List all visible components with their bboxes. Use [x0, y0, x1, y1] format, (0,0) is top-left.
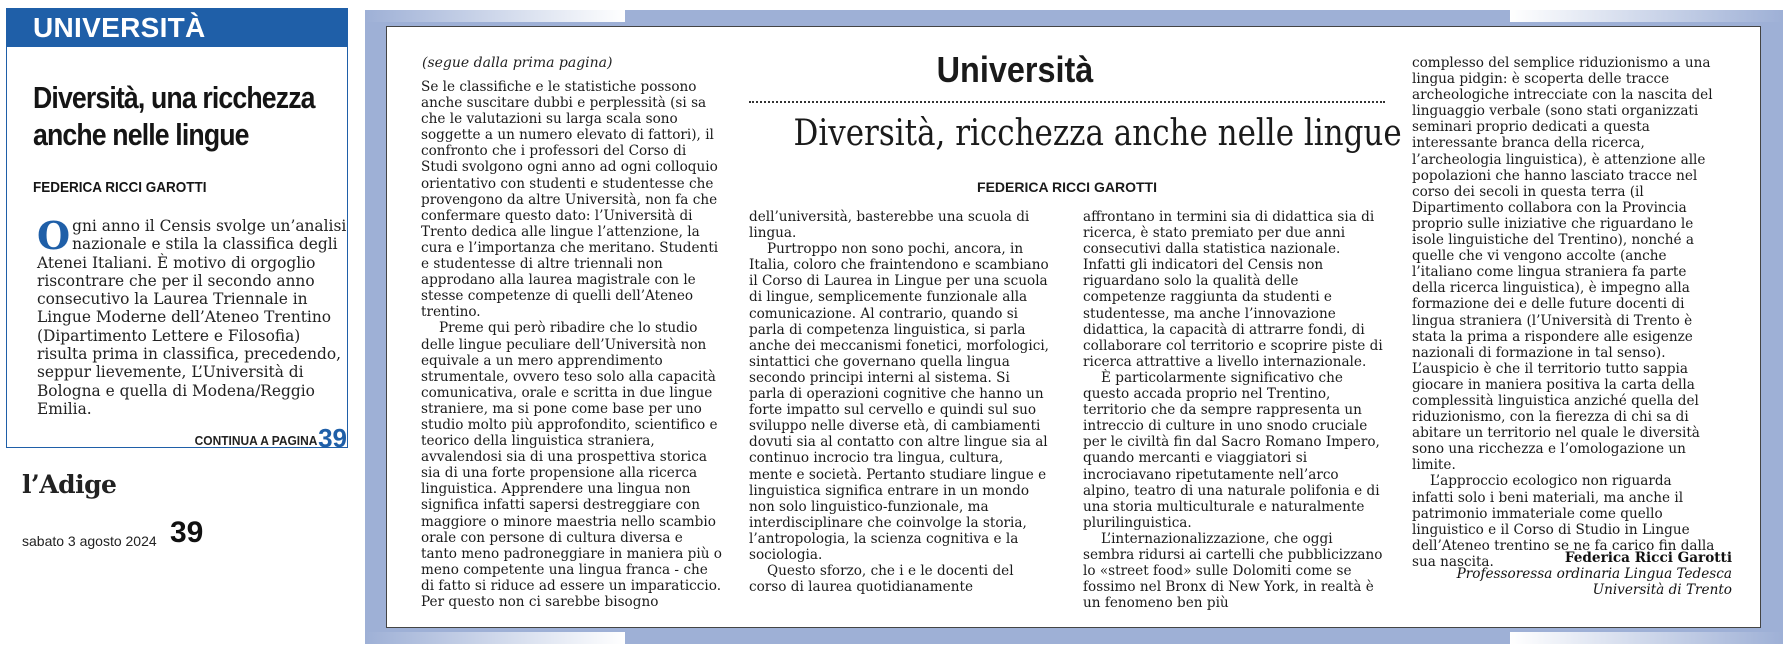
signature-affiliation: Università di Trento: [1592, 582, 1732, 599]
issue-date: sabato 3 agosto 2024: [22, 533, 157, 549]
front-page-teaser: [6, 8, 348, 453]
dotted-divider: [749, 101, 1385, 103]
frame-fade-top-right: [1510, 10, 1783, 22]
article-column-4: [1412, 55, 1717, 570]
teaser-dropcap: O: [37, 213, 71, 258]
issue-page-number: 39: [170, 516, 204, 549]
paragraph: È particolarmente significativo che questo accada proprio nel Trentino, territorio che da sempre rappresenta un intreccio di culture in uno snodo cruciale per le civiltà fin dal Sacro Romano Impero, quando mercanti e viaggiatori si incrociavano ripetutamente nell’arco alpino, teatro di una naturale polifonia e di una storia multiculturale e naturalmente plurilinguistica.: [1083, 369, 1380, 531]
paragraph: L’internazionalizzazione, che oggi sembra ridursi ai cartelli che pubblicizzano lo «street food» sulle Dolomiti come se fossimo nel Bronx di New York, in realtà è un fenomeno ben più: [1083, 530, 1383, 612]
continue-on-page-label: CONTINUA A PAGINA: [194, 433, 317, 448]
frame-fade-top-left: [365, 10, 625, 22]
article-byline: FEDERICA RICCI GAROTTI: [977, 179, 1157, 195]
teaser-section-label: UNIVERSITÀ: [7, 9, 347, 47]
teaser-headline-line1: Diversità, una ricchezza: [33, 80, 315, 115]
frame-fade-bottom-right: [1510, 632, 1783, 644]
article-column-3: [1083, 209, 1385, 611]
paragraph: dell’università, basterebbe una scuola di lingua.: [749, 209, 1030, 242]
teaser-body: [37, 213, 347, 418]
section-title: Università: [936, 49, 1094, 90]
article-column-1: [421, 79, 723, 610]
paragraph: complesso del semplice riduzionismo a una lingua pidgin: è scoperta delle tracce archeologiche intrecciate con la nascita del linguaggio verbale (sono stati organizzati seminari proprio dedicati a questa interessante branca della ricerca, l’archeologia linguistica), è attenzione alle popolazioni che hanno lasciato tracce nel corso dei secoli in questa terra (il Dipartimento collabora con la Provincia proprio sulle iniziative che riguardano le isole linguistiche del Trentino), nonché a quelle che vi vengono accolte (anche l’italiano come lingua straniera fa parte della ricerca linguistica), è impegno alla formazione dei e delle future docenti di lingua straniera (l’Università di Trento è stata la prima a rispondere alle esigenze nazionali di formazione in tal senso). L’auspicio è che il territorio tutto sappia giocare in maniera positiva la carta della complessità linguistica anziché quella del riduzionismo, con la fierezza di chi sa di abitare un territorio nel quale le diversità sono una ricchezza e l’omologazione un limite.: [1412, 55, 1713, 474]
paragraph: Preme qui però ribadire che lo studio delle lingue peculiare dell’Università non equivale a un mero apprendimento strumentale, ovvero teso solo alla capacità comunicativa, orale e scritta in due lingue straniere, ma si pone come base per uno studio molto più approfondito, scientifico e teorico della linguistica straniera, avvalendosi sia di una prospettiva storica sia di una forte propensione alla ricerca linguistica. Apprendere una lingua non significa infatti sapersi destreggiare con maggiore o minore maestria nello scambio orale con persone di cultura diversa e tanto meno padroneggiare in maniera più o meno competente una lingua franca - che di fatto si riduce ad essere un imparaticcio. Per questo non ci sarebbe bisogno: [421, 320, 722, 610]
paragraph: L’approccio ecologico non riguarda infatti solo i beni materiali, ma anche il patrimonio immateriale come quello linguistico e il Corso di Studio in Lingue dell’Ateneo trentino se ne fa carico fin dalla sua nascita.: [1412, 473, 1715, 570]
paragraph: affrontano in termini sia di didattica sia di ricerca, è stato premiato per due anni consecutivi dalla statistica nazionale. Infatti gli indicatori del Censis non riguardano solo la qualità delle competenze raggiunta da studenti e studentesse, ma anche l’innovazione didattica, la capacità di attrarre fondi, di collaborare col territorio e scoprire piste di ricerca attrattive a livello internazionale.: [1083, 209, 1383, 370]
frame-fade-bottom-left: [365, 632, 625, 644]
paragraph: Se le classifiche e le statistiche possono anche suscitare dubbi e perplessità (si sa che le valutazioni su larga scala sono soggette a un numero elevato di fattori), il confronto che i professori del Corso di Studi svolgono ogni anno ad ogni colloquio orientativo con studenti e studentesse che provengono da altre Università, non fa che confermare questo dato: l’Università di Trento dedica alle lingue l’attenzione, la cura e l’importanza che meritano. Studenti e studentesse di altre triennali non approdano alla laurea magistrale con le stesse competenze di quelli dell’Ateneo trentino.: [421, 79, 719, 321]
paragraph: Purtroppo non sono pochi, ancora, in Italia, coloro che fraintendono e scambiano il Corso di Laurea in Lingue per una scuola di lingue, semplicemente funzionale alla comunicazione. Al contrario, quando si parla di competenza linguistica, si parla anche dei meccanismi fonetici, morfologici, sintattici che governano quella lingua secondo principi interni al sistema. Si parla di operazioni cognitive che hanno un forte impatto sul cervello e quindi sul suo sviluppo nelle diverse età, di cambiamenti dovuti sia al contatto con altre lingue sia al continuo incrocio tra lingua, cultura, mente e società. Pertanto studiare lingue e linguistica significa entrare in un mondo non solo linguistico-funzionale, ma interdisciplinare che coinvolge la storia, l’antropologia, la scienza cognitiva e la sociologia.: [749, 241, 1049, 563]
teaser-body-text: gni anno il Censis svolge un’analisi nazionale e stila la classifica degli Atenei Italiani. È motivo di orgoglio riscontrare che per il secondo anno consecutivo la Laurea Triennale in Lingue Moderne dell’Ateneo Trentino (Dipartimento Lettere e Filosofia) risulta prima in classifica, precedendo, seppur lievemente, L’Università di Bologna e quella di Modena/Reggio Emilia.: [37, 217, 347, 418]
newspaper-masthead: l’Adige: [22, 470, 117, 499]
continue-page-number[interactable]: 39: [318, 423, 347, 453]
teaser-author: FEDERICA RICCI GAROTTI: [33, 179, 207, 196]
signature-role: Professoressa ordinaria Lingua Tedesca: [1456, 566, 1732, 583]
signature-name: Federica Ricci Garotti: [1564, 550, 1732, 566]
article-headline: Diversità, ricchezza anche nelle lingue: [793, 113, 1402, 154]
teaser-headline-line2: anche nelle lingue: [33, 117, 249, 152]
paragraph: Questo sforzo, che i e le docenti del corso di laurea quotidianamente: [749, 563, 1014, 596]
article-column-2: [749, 209, 1049, 595]
article-page: [386, 26, 1761, 628]
author-signature: [1412, 550, 1732, 598]
continued-from-front-note: (segue dalla prima pagina): [422, 55, 613, 71]
teaser-headline: [33, 79, 315, 153]
